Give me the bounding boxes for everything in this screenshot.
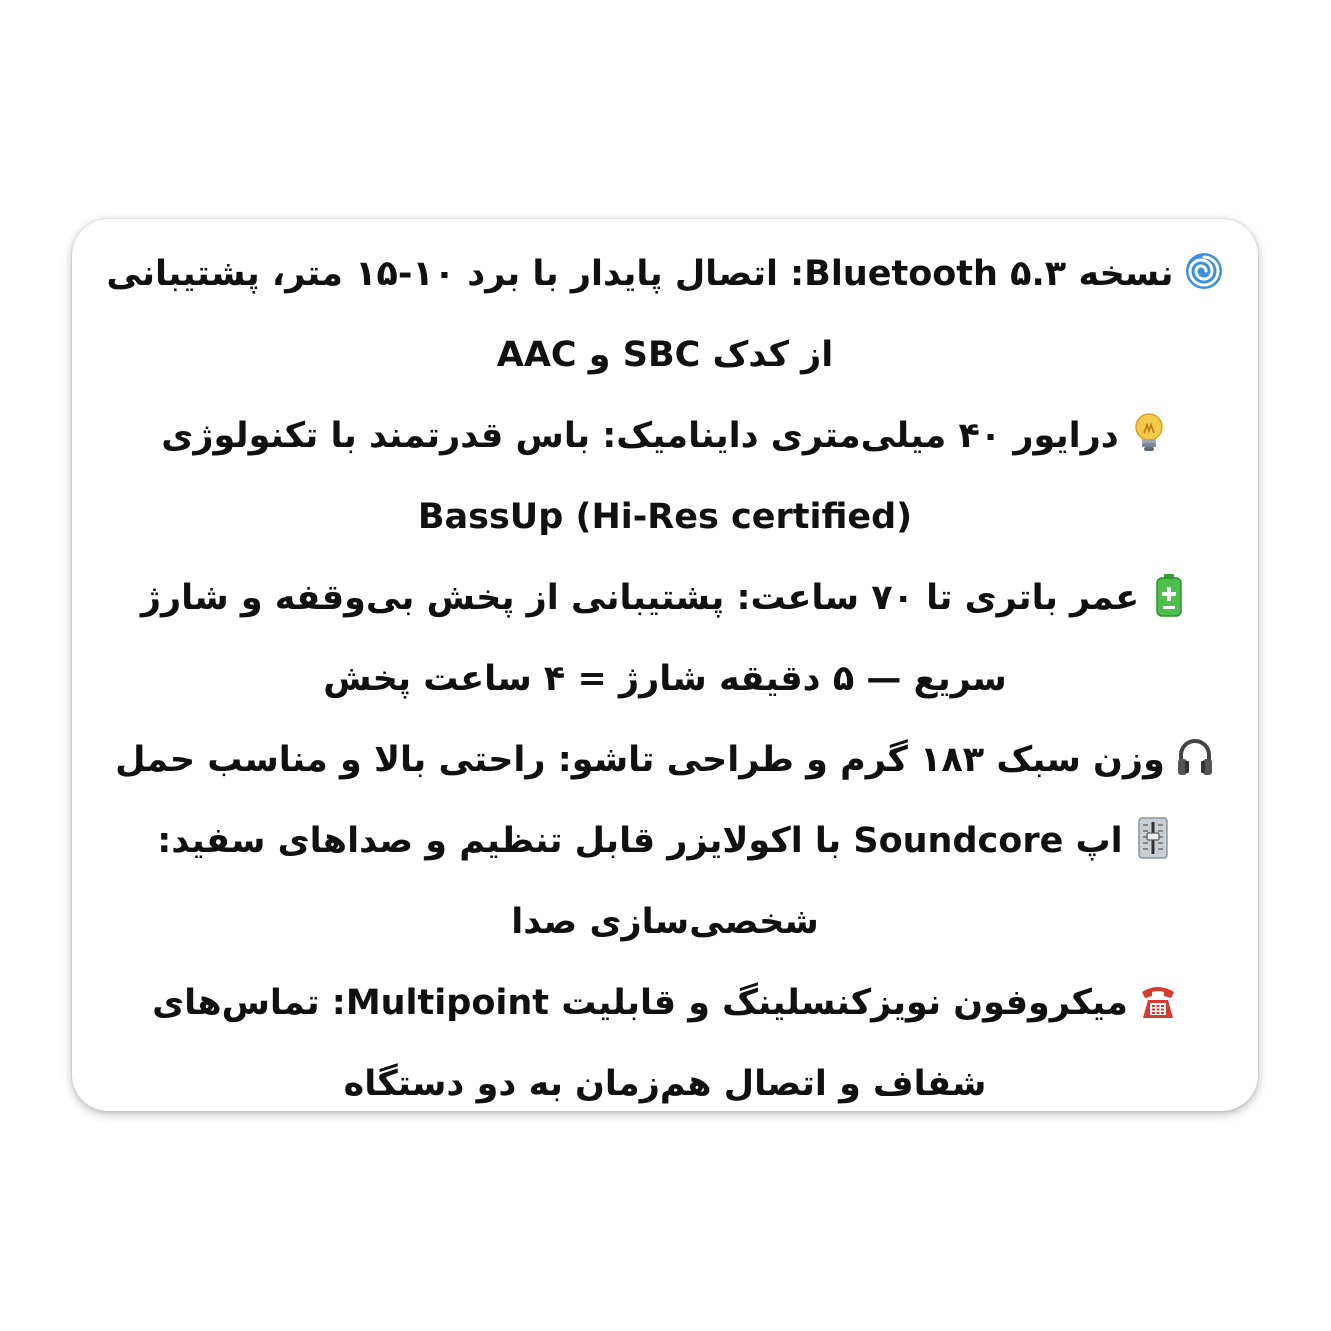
feature-card <box>72 219 1258 1111</box>
feature-text: درایور ۴۰ میلی‌متری داینامیک: باس قدرتمند با تکنولوژی BassUp (Hi-Res certified) <box>161 416 1119 537</box>
feature-battery <box>106 558 1224 720</box>
feature-text: نسخه ۵.۳ Bluetooth: اتصال پایدار با برد ۱۰-۱۵ متر، پشتیبانی از کدک SBC و AAC <box>106 254 1174 375</box>
feature-microphone <box>106 963 1224 1125</box>
feature-text: اپ Soundcore با اکولایزر قابل تنظیم و صداهای سفید: شخصی‌سازی صدا <box>157 821 1123 942</box>
level-slider-icon <box>1133 816 1173 860</box>
telephone-icon <box>1138 978 1178 1022</box>
feature-bluetooth <box>106 234 1224 396</box>
feature-app <box>106 801 1224 963</box>
headphones-icon <box>1175 735 1215 779</box>
feature-driver <box>106 396 1224 558</box>
cyclone-icon <box>1184 249 1224 293</box>
light-bulb-icon <box>1129 411 1169 455</box>
feature-text: وزن سبک ۱۸۳ گرم و طراحی تاشو: راحتی بالا و مناسب حمل <box>115 740 1165 780</box>
feature-text: میکروفون نویزکنسلینگ و قابلیت Multipoint: تماس‌های شفاف و اتصال هم‌زمان به دو دستگاه <box>152 983 1128 1104</box>
feature-weight <box>106 720 1224 801</box>
feature-list <box>106 234 1224 1125</box>
battery-icon <box>1149 573 1189 617</box>
feature-text: عمر باتری تا ۷۰ ساعت: پشتیبانی از پخش بی‌وقفه و شارژ سریع — ۵ دقیقه شارژ = ۴ ساعت پخش <box>140 578 1140 699</box>
